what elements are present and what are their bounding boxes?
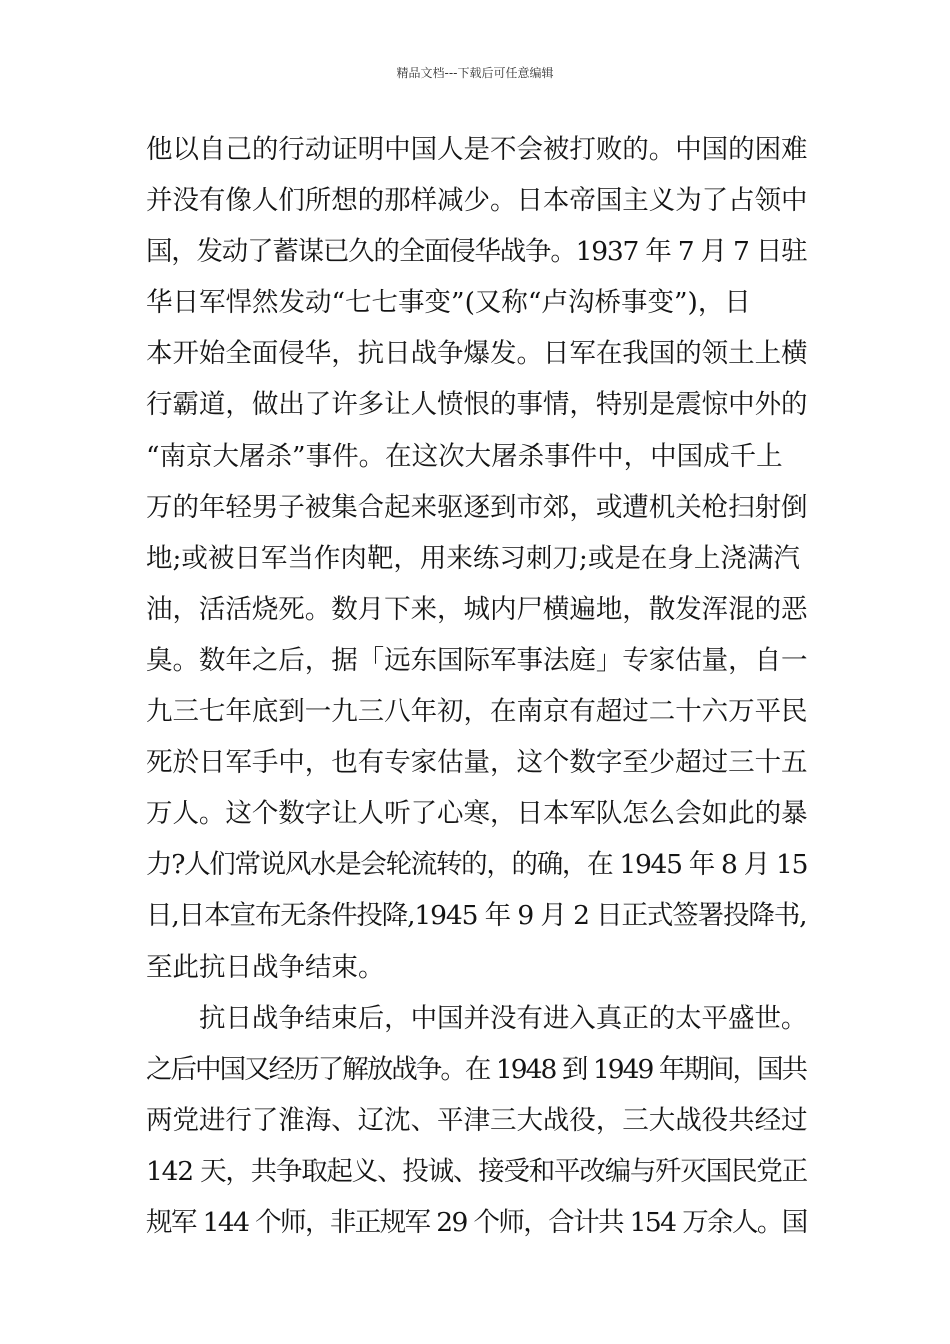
text-line: 日,日本宣布无条件投降,1945 年 9 月 2 日正式签署投降书, — [146, 900, 807, 932]
text-line: 万人。这个数字让人听了心寒，日本军队怎么会如此的暴 — [146, 798, 808, 830]
text-line: 臭。数年之后，据「远东国际军事法庭」专家估量，自一 — [146, 644, 808, 676]
body-text — [146, 124, 808, 1248]
page-header: 精品文档---下载后可任意编辑 — [396, 66, 554, 80]
text-line: 并没有像人们所想的那样减少。日本帝国主义为了占领中 — [146, 185, 808, 217]
text-line: 油，活活烧死。数月下来，城内尸横遍地，散发浑混的恶 — [146, 593, 808, 625]
text-line: 死於日军手中，也有专家估量，这个数字至少超过三十五 — [146, 747, 808, 779]
text-line: 九三七年底到一九三八年初，在南京有超过二十六万平民 — [146, 696, 808, 728]
text-line: 至此抗日战争结束。 — [146, 951, 385, 983]
text-line: 两党进行了淮海、辽沈、平津三大战役，三大战役共经过 — [146, 1104, 808, 1136]
text-line: 他以自己的行动证明中国人是不会被打败的。中国的困难 — [146, 134, 808, 165]
text-line: 之后中国又经历了解放战争。在 1948 到 1949 年期间，国共 — [146, 1053, 807, 1085]
text-line: 142 天，共争取起义、投诚、接受和平改编与歼灭国民党正 — [146, 1155, 807, 1187]
text-line: 行霸道，做出了许多让人愤恨的事情，特别是震惊中外的 — [146, 389, 808, 421]
text-line: 本开始全面侵华，抗日战争爆发。日军在我国的领土上横 — [146, 338, 808, 370]
text-line: 规军 144 个师，非正规军 29 个师，合计共 154 万余人。国 — [146, 1206, 807, 1238]
text-line: 力?人们常说风水是会轮流转的，的确，在 1945 年 8 月 15 — [146, 849, 808, 881]
paragraph-first-line: 抗日战争结束后，中国并没有进入真正的太平盛世。 — [199, 1002, 808, 1034]
text-line: 国，发动了蓄谋已久的全面侵华战争。1937 年 7 月 7 日驻 — [146, 236, 807, 268]
text-line: 地;或被日军当作肉靶，用来练习刺刀;或是在身上浇满汽 — [146, 542, 800, 574]
text-line: 万的年轻男子被集合起来驱逐到市郊，或遭机关枪扫射倒 — [146, 491, 808, 523]
text-line: “南京大屠杀”事件。在这次大屠杀事件中，中国成千上 — [146, 440, 783, 472]
text-line: 华日军悍然发动“七七事变”(又称“卢沟桥事变”)，日 — [146, 287, 751, 319]
